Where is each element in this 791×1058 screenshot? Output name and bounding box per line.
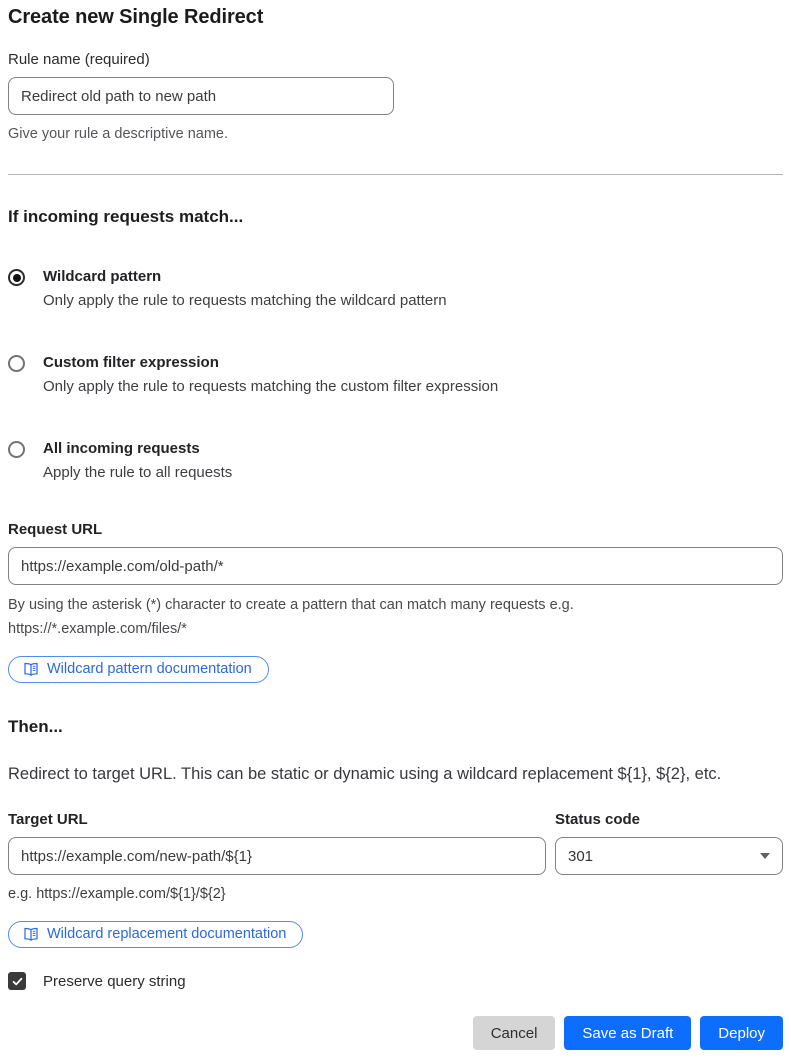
- footer-actions: [8, 1016, 783, 1050]
- then-section-heading: Then...: [8, 717, 63, 736]
- radio-option-custom-filter[interactable]: [8, 353, 783, 397]
- radio-description: Only apply the rule to requests matching the wildcard pattern: [43, 292, 447, 309]
- wildcard-pattern-docs-button[interactable]: [8, 656, 269, 683]
- match-section-heading: If incoming requests match...: [8, 207, 244, 226]
- preserve-query-row[interactable]: [8, 972, 783, 990]
- radio-option-all-requests[interactable]: [8, 439, 783, 483]
- cancel-button[interactable]: Cancel: [473, 1016, 556, 1050]
- rule-name-help: Give your rule a descriptive name.: [8, 126, 229, 142]
- request-url-label: Request URL: [8, 521, 103, 538]
- target-status-row: [8, 811, 783, 875]
- status-code-value: 301: [568, 847, 594, 865]
- wildcard-pattern-docs-label: Wildcard pattern documentation: [47, 661, 252, 677]
- status-code-label: Status code: [555, 811, 641, 828]
- save-as-draft-button[interactable]: Save as Draft: [564, 1016, 691, 1050]
- chevron-down-icon: [760, 853, 770, 859]
- checkbox-checked[interactable]: [8, 972, 26, 990]
- radio-button[interactable]: [8, 441, 25, 458]
- radio-description: Only apply the rule to requests matching the custom filter expression: [43, 378, 499, 395]
- status-code-select[interactable]: [555, 837, 783, 875]
- match-type-radio-group: [8, 267, 783, 483]
- wildcard-replacement-docs-label: Wildcard replacement documentation: [47, 926, 287, 942]
- request-url-help-line1: By using the asterisk (*) character to create a pattern that can match many requests e.g.: [8, 597, 574, 613]
- request-url-help: [8, 593, 783, 641]
- target-url-label: Target URL: [8, 811, 88, 828]
- target-url-help: e.g. https://example.com/${1}/${2}: [8, 886, 226, 902]
- target-url-input[interactable]: [8, 837, 546, 875]
- radio-label[interactable]: All incoming requests: [43, 440, 200, 457]
- section-divider: [8, 174, 783, 175]
- check-icon: [11, 975, 24, 988]
- radio-button-selected[interactable]: [8, 269, 25, 286]
- preserve-query-label[interactable]: Preserve query string: [43, 972, 186, 990]
- radio-label[interactable]: Custom filter expression: [43, 354, 219, 371]
- page-title: Create new Single Redirect: [8, 6, 264, 28]
- radio-button[interactable]: [8, 355, 25, 372]
- radio-option-wildcard-pattern[interactable]: [8, 267, 783, 311]
- rule-name-label: Rule name (required): [8, 51, 150, 68]
- open-book-icon: [23, 927, 39, 942]
- radio-description: Apply the rule to all requests: [43, 464, 233, 481]
- open-book-icon: [23, 662, 39, 677]
- deploy-button[interactable]: Deploy: [700, 1016, 783, 1050]
- wildcard-replacement-docs-button[interactable]: [8, 921, 303, 948]
- request-url-input[interactable]: [8, 547, 783, 585]
- rule-name-input[interactable]: [8, 77, 394, 115]
- radio-label[interactable]: Wildcard pattern: [43, 268, 162, 285]
- then-description: Redirect to target URL. This can be static or dynamic using a wildcard replacement ${1}, ${2}, etc.: [8, 765, 722, 783]
- request-url-help-line2: https://*.example.com/files/*: [8, 621, 187, 637]
